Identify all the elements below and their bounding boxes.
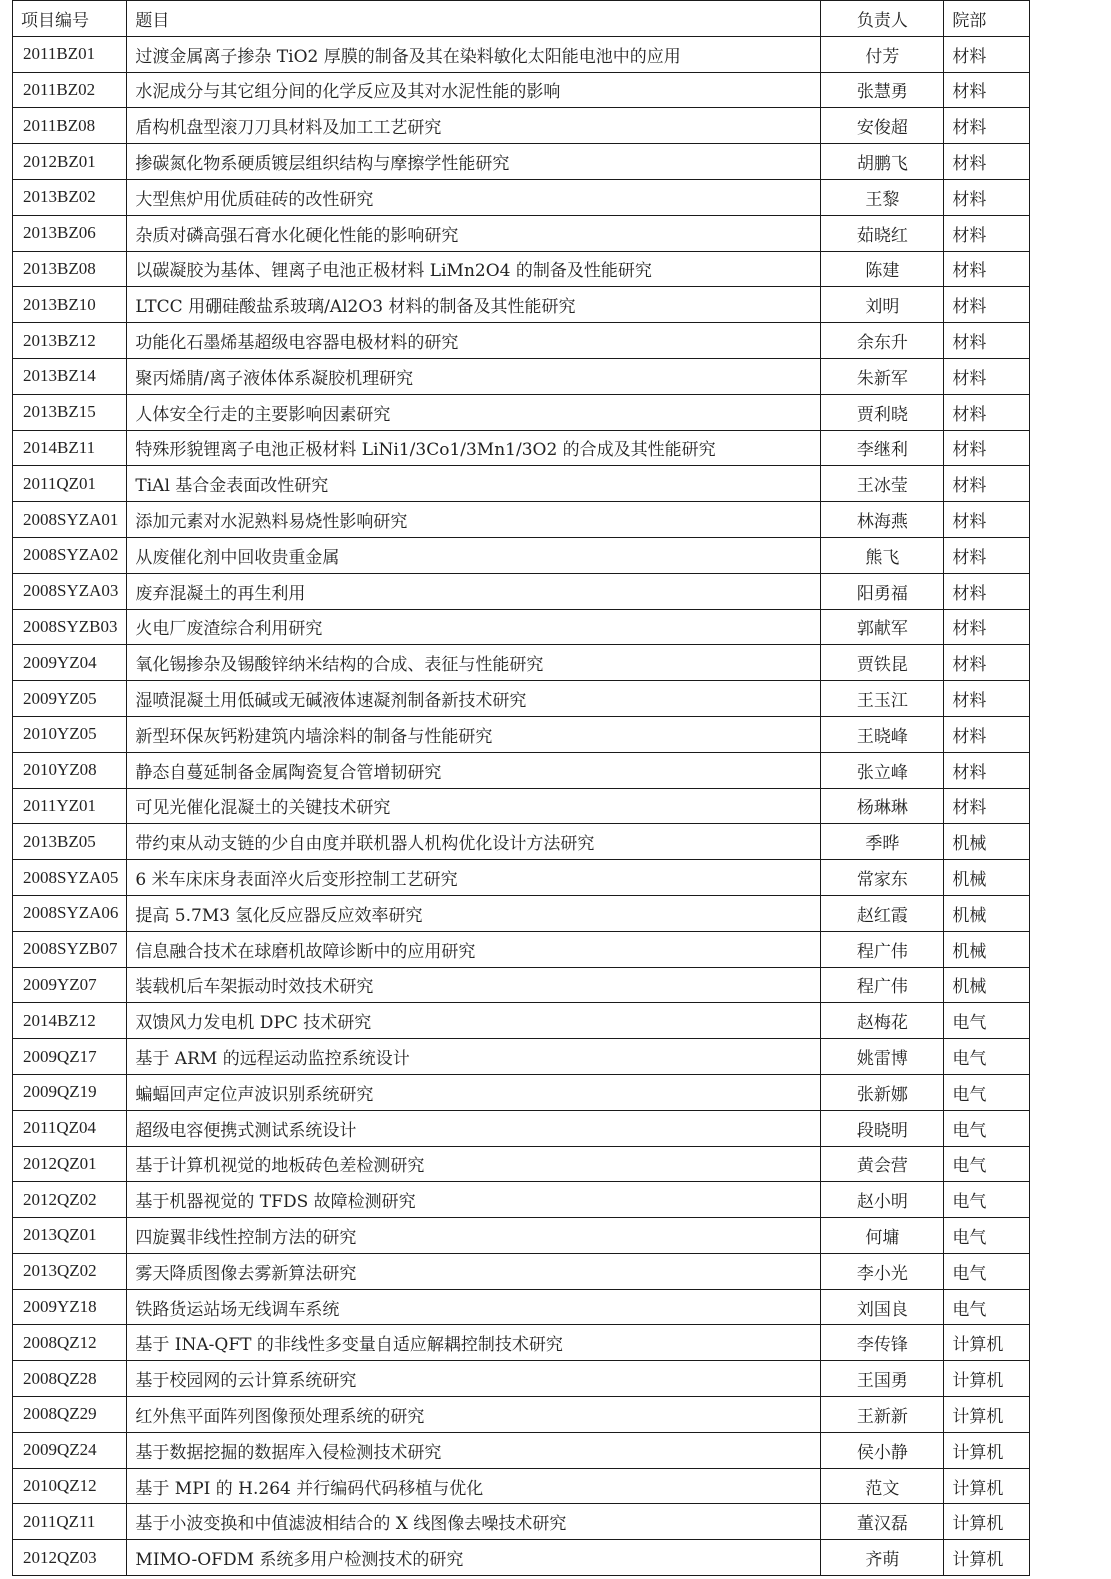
cell-title: 基于校园网的云计算系统研究: [127, 1361, 821, 1397]
cell-project-id: 2008QZ28: [13, 1361, 127, 1397]
cell-title: 氧化锡掺杂及锡酸锌纳米结构的合成、表征与性能研究: [127, 645, 821, 681]
cell-department: 计算机: [944, 1504, 1030, 1540]
cell-department: 材料: [944, 466, 1030, 502]
cell-project-id: 2008QZ29: [13, 1397, 127, 1433]
cell-title: TiAl 基合金表面改性研究: [127, 466, 821, 502]
cell-project-id: 2008SYZB03: [13, 609, 127, 645]
table-row: [13, 287, 1030, 323]
cell-person: 赵红霞: [821, 895, 944, 931]
table-row: [13, 1361, 1030, 1397]
cell-person: 贾利晓: [821, 394, 944, 430]
cell-department: 材料: [944, 788, 1030, 824]
cell-project-id: 2009QZ24: [13, 1432, 127, 1468]
cell-person: 段晓明: [821, 1110, 944, 1146]
cell-title: 基于小波变换和中值滤波相结合的 X 线图像去噪技术研究: [127, 1504, 821, 1540]
cell-title: 杂质对磷高强石膏水化硬化性能的影响研究: [127, 215, 821, 251]
cell-title: 基于机器视觉的 TFDS 故障检测研究: [127, 1182, 821, 1218]
cell-project-id: 2008SYZA06: [13, 895, 127, 931]
cell-title: 废弃混凝土的再生利用: [127, 573, 821, 609]
cell-title: 掺碳氮化物系硬质镀层组织结构与摩擦学性能研究: [127, 144, 821, 180]
table-row: [13, 1039, 1030, 1075]
cell-person: 董汉磊: [821, 1504, 944, 1540]
table-row: [13, 716, 1030, 752]
cell-person: 王玉江: [821, 681, 944, 717]
cell-person: 刘明: [821, 287, 944, 323]
table-row: [13, 860, 1030, 896]
cell-department: 计算机: [944, 1361, 1030, 1397]
table-body: [13, 36, 1030, 1575]
cell-person: 刘国良: [821, 1289, 944, 1325]
cell-department: 材料: [944, 573, 1030, 609]
cell-project-id: 2008SYZA02: [13, 537, 127, 573]
table-row: [13, 609, 1030, 645]
cell-project-id: 2008SYZA05: [13, 860, 127, 896]
project-table: [12, 0, 1030, 1576]
cell-person: 张慧勇: [821, 72, 944, 108]
cell-title: 过渡金属离子掺杂 TiO2 厚膜的制备及其在染料敏化太阳能电池中的应用: [127, 36, 821, 72]
cell-title: 超级电容便携式测试系统设计: [127, 1110, 821, 1146]
table-row: [13, 1504, 1030, 1540]
cell-department: 计算机: [944, 1468, 1030, 1504]
table-row: [13, 752, 1030, 788]
cell-project-id: 2011BZ08: [13, 108, 127, 144]
cell-title: 聚丙烯腈/离子液体体系凝胶机理研究: [127, 358, 821, 394]
cell-title: 基于 ARM 的远程运动监控系统设计: [127, 1039, 821, 1075]
cell-department: 电气: [944, 1218, 1030, 1254]
cell-person: 张立峰: [821, 752, 944, 788]
table-row: [13, 1397, 1030, 1433]
cell-title: 水泥成分与其它组分间的化学反应及其对水泥性能的影响: [127, 72, 821, 108]
cell-person: 陈建: [821, 251, 944, 287]
cell-project-id: 2013BZ14: [13, 358, 127, 394]
cell-person: 安俊超: [821, 108, 944, 144]
table-row: [13, 537, 1030, 573]
cell-person: 侯小静: [821, 1432, 944, 1468]
cell-title: 带约束从动支链的少自由度并联机器人机构优化设计方法研究: [127, 824, 821, 860]
cell-department: 电气: [944, 1289, 1030, 1325]
cell-title: 大型焦炉用优质硅砖的改性研究: [127, 179, 821, 215]
cell-title: 静态自蔓延制备金属陶瓷复合管增韧研究: [127, 752, 821, 788]
cell-project-id: 2013QZ02: [13, 1253, 127, 1289]
cell-person: 姚雷博: [821, 1039, 944, 1075]
cell-department: 机械: [944, 895, 1030, 931]
cell-department: 计算机: [944, 1540, 1030, 1576]
cell-project-id: 2011QZ11: [13, 1504, 127, 1540]
cell-department: 电气: [944, 1003, 1030, 1039]
cell-person: 余东升: [821, 323, 944, 359]
cell-department: 机械: [944, 967, 1030, 1003]
cell-person: 郭献军: [821, 609, 944, 645]
cell-title: LTCC 用硼硅酸盐系玻璃/Al2O3 材料的制备及其性能研究: [127, 287, 821, 323]
cell-title: 提高 5.7M3 氢化反应器反应效率研究: [127, 895, 821, 931]
table-row: [13, 466, 1030, 502]
table-row: [13, 72, 1030, 108]
cell-project-id: 2012QZ02: [13, 1182, 127, 1218]
cell-title: 铁路货运站场无线调车系统: [127, 1289, 821, 1325]
cell-project-id: 2012BZ01: [13, 144, 127, 180]
cell-project-id: 2009YZ05: [13, 681, 127, 717]
cell-title: 可见光催化混凝土的关键技术研究: [127, 788, 821, 824]
table-row: [13, 1074, 1030, 1110]
table-row: [13, 251, 1030, 287]
cell-title: MIMO-OFDM 系统多用户检测技术的研究: [127, 1540, 821, 1576]
table-row: [13, 108, 1030, 144]
table-row: [13, 36, 1030, 72]
cell-project-id: 2013BZ06: [13, 215, 127, 251]
cell-project-id: 2011BZ02: [13, 72, 127, 108]
cell-department: 电气: [944, 1253, 1030, 1289]
cell-department: 材料: [944, 179, 1030, 215]
header-project-id: 项目编号: [13, 1, 127, 37]
cell-person: 贾铁昆: [821, 645, 944, 681]
cell-person: 何墉: [821, 1218, 944, 1254]
cell-department: 机械: [944, 931, 1030, 967]
cell-department: 材料: [944, 251, 1030, 287]
header-department: 院部: [944, 1, 1030, 37]
table-row: [13, 144, 1030, 180]
cell-department: 电气: [944, 1182, 1030, 1218]
cell-project-id: 2009YZ07: [13, 967, 127, 1003]
cell-project-id: 2011YZ01: [13, 788, 127, 824]
cell-person: 李小光: [821, 1253, 944, 1289]
cell-department: 材料: [944, 645, 1030, 681]
table-row: [13, 1218, 1030, 1254]
cell-title: 蝙蝠回声定位声波识别系统研究: [127, 1074, 821, 1110]
table-row: [13, 895, 1030, 931]
cell-person: 李传锋: [821, 1325, 944, 1361]
cell-department: 计算机: [944, 1397, 1030, 1433]
cell-department: 材料: [944, 144, 1030, 180]
cell-department: 电气: [944, 1039, 1030, 1075]
table-row: [13, 1540, 1030, 1576]
cell-project-id: 2009QZ19: [13, 1074, 127, 1110]
cell-project-id: 2013BZ12: [13, 323, 127, 359]
cell-project-id: 2008QZ12: [13, 1325, 127, 1361]
table-row: [13, 931, 1030, 967]
cell-project-id: 2011QZ01: [13, 466, 127, 502]
cell-department: 材料: [944, 215, 1030, 251]
cell-project-id: 2013BZ08: [13, 251, 127, 287]
cell-project-id: 2013BZ15: [13, 394, 127, 430]
cell-person: 王国勇: [821, 1361, 944, 1397]
cell-department: 材料: [944, 72, 1030, 108]
cell-person: 程广伟: [821, 967, 944, 1003]
cell-department: 材料: [944, 752, 1030, 788]
cell-person: 黄会营: [821, 1146, 944, 1182]
table-row: [13, 1289, 1030, 1325]
cell-department: 材料: [944, 537, 1030, 573]
cell-title: 6 米车床床身表面淬火后变形控制工艺研究: [127, 860, 821, 896]
cell-project-id: 2013QZ01: [13, 1218, 127, 1254]
cell-project-id: 2009YZ04: [13, 645, 127, 681]
cell-title: 四旋翼非线性控制方法的研究: [127, 1218, 821, 1254]
cell-person: 茹晓红: [821, 215, 944, 251]
cell-department: 材料: [944, 287, 1030, 323]
table-row: [13, 1325, 1030, 1361]
cell-project-id: 2014BZ12: [13, 1003, 127, 1039]
table-row: [13, 967, 1030, 1003]
table-row: [13, 1432, 1030, 1468]
cell-person: 程广伟: [821, 931, 944, 967]
cell-department: 材料: [944, 108, 1030, 144]
cell-project-id: 2012QZ03: [13, 1540, 127, 1576]
cell-department: 计算机: [944, 1325, 1030, 1361]
cell-project-id: 2010QZ12: [13, 1468, 127, 1504]
cell-department: 电气: [944, 1110, 1030, 1146]
table-header: [13, 1, 1030, 37]
cell-department: 材料: [944, 609, 1030, 645]
cell-department: 材料: [944, 323, 1030, 359]
table-row: [13, 1253, 1030, 1289]
cell-title: 添加元素对水泥熟料易烧性影响研究: [127, 502, 821, 538]
cell-department: 材料: [944, 430, 1030, 466]
cell-title: 盾构机盘型滚刀刀具材料及加工工艺研究: [127, 108, 821, 144]
cell-person: 齐萌: [821, 1540, 944, 1576]
table-row: [13, 394, 1030, 430]
table-row: [13, 573, 1030, 609]
cell-title: 人体安全行走的主要影响因素研究: [127, 394, 821, 430]
cell-project-id: 2013BZ05: [13, 824, 127, 860]
cell-person: 王新新: [821, 1397, 944, 1433]
table-row: [13, 1110, 1030, 1146]
cell-department: 机械: [944, 824, 1030, 860]
header-title: 题目: [127, 1, 821, 37]
cell-project-id: 2011BZ01: [13, 36, 127, 72]
table-row: [13, 824, 1030, 860]
cell-project-id: 2013BZ02: [13, 179, 127, 215]
cell-person: 张新娜: [821, 1074, 944, 1110]
cell-department: 计算机: [944, 1432, 1030, 1468]
cell-project-id: 2008SYZA01: [13, 502, 127, 538]
table-row: [13, 1182, 1030, 1218]
cell-person: 赵梅花: [821, 1003, 944, 1039]
cell-project-id: 2008SYZA03: [13, 573, 127, 609]
table-row: [13, 1468, 1030, 1504]
cell-project-id: 2012QZ01: [13, 1146, 127, 1182]
cell-person: 常家东: [821, 860, 944, 896]
cell-title: 湿喷混凝土用低碱或无碱液体速凝剂制备新技术研究: [127, 681, 821, 717]
cell-project-id: 2009QZ17: [13, 1039, 127, 1075]
table-row: [13, 358, 1030, 394]
cell-project-id: 2013BZ10: [13, 287, 127, 323]
cell-project-id: 2010YZ05: [13, 716, 127, 752]
table-row: [13, 788, 1030, 824]
cell-title: 火电厂废渣综合利用研究: [127, 609, 821, 645]
cell-title: 新型环保灰钙粉建筑内墙涂料的制备与性能研究: [127, 716, 821, 752]
cell-department: 材料: [944, 716, 1030, 752]
table-row: [13, 215, 1030, 251]
cell-title: 基于 MPI 的 H.264 并行编码代码移植与优化: [127, 1468, 821, 1504]
cell-person: 李继利: [821, 430, 944, 466]
cell-person: 熊飞: [821, 537, 944, 573]
cell-title: 基于数据挖掘的数据库入侵检测技术研究: [127, 1432, 821, 1468]
table-row: [13, 430, 1030, 466]
cell-title: 信息融合技术在球磨机故障诊断中的应用研究: [127, 931, 821, 967]
table-row: [13, 1146, 1030, 1182]
header-row: [13, 1, 1030, 37]
cell-project-id: 2014BZ11: [13, 430, 127, 466]
cell-title: 功能化石墨烯基超级电容器电极材料的研究: [127, 323, 821, 359]
cell-person: 赵小明: [821, 1182, 944, 1218]
cell-person: 胡鹏飞: [821, 144, 944, 180]
cell-person: 朱新军: [821, 358, 944, 394]
table-row: [13, 179, 1030, 215]
cell-project-id: 2008SYZB07: [13, 931, 127, 967]
header-person: 负责人: [821, 1, 944, 37]
cell-person: 付芳: [821, 36, 944, 72]
cell-department: 电气: [944, 1146, 1030, 1182]
cell-person: 阳勇福: [821, 573, 944, 609]
cell-person: 王黎: [821, 179, 944, 215]
cell-department: 机械: [944, 860, 1030, 896]
table-row: [13, 645, 1030, 681]
cell-title: 从废催化剂中回收贵重金属: [127, 537, 821, 573]
cell-title: 雾天降质图像去雾新算法研究: [127, 1253, 821, 1289]
cell-department: 材料: [944, 394, 1030, 430]
cell-project-id: 2009YZ18: [13, 1289, 127, 1325]
cell-project-id: 2010YZ08: [13, 752, 127, 788]
cell-department: 材料: [944, 502, 1030, 538]
cell-department: 材料: [944, 36, 1030, 72]
cell-title: 基于计算机视觉的地板砖色差检测研究: [127, 1146, 821, 1182]
table-row: [13, 323, 1030, 359]
cell-department: 材料: [944, 358, 1030, 394]
table-row: [13, 1003, 1030, 1039]
cell-department: 电气: [944, 1074, 1030, 1110]
cell-title: 装载机后车架振动时效技术研究: [127, 967, 821, 1003]
cell-title: 基于 INA-QFT 的非线性多变量自适应解耦控制技术研究: [127, 1325, 821, 1361]
cell-person: 范文: [821, 1468, 944, 1504]
table-row: [13, 681, 1030, 717]
cell-person: 林海燕: [821, 502, 944, 538]
cell-person: 季晔: [821, 824, 944, 860]
cell-person: 杨琳琳: [821, 788, 944, 824]
cell-title: 双馈风力发电机 DPC 技术研究: [127, 1003, 821, 1039]
table-row: [13, 502, 1030, 538]
cell-department: 材料: [944, 681, 1030, 717]
cell-title: 以碳凝胶为基体、锂离子电池正极材料 LiMn2O4 的制备及性能研究: [127, 251, 821, 287]
cell-person: 王晓峰: [821, 716, 944, 752]
cell-title: 特殊形貌锂离子电池正极材料 LiNi1/3Co1/3Mn1/3O2 的合成及其性能研究: [127, 430, 821, 466]
cell-project-id: 2011QZ04: [13, 1110, 127, 1146]
cell-title: 红外焦平面阵列图像预处理系统的研究: [127, 1397, 821, 1433]
cell-person: 王冰莹: [821, 466, 944, 502]
